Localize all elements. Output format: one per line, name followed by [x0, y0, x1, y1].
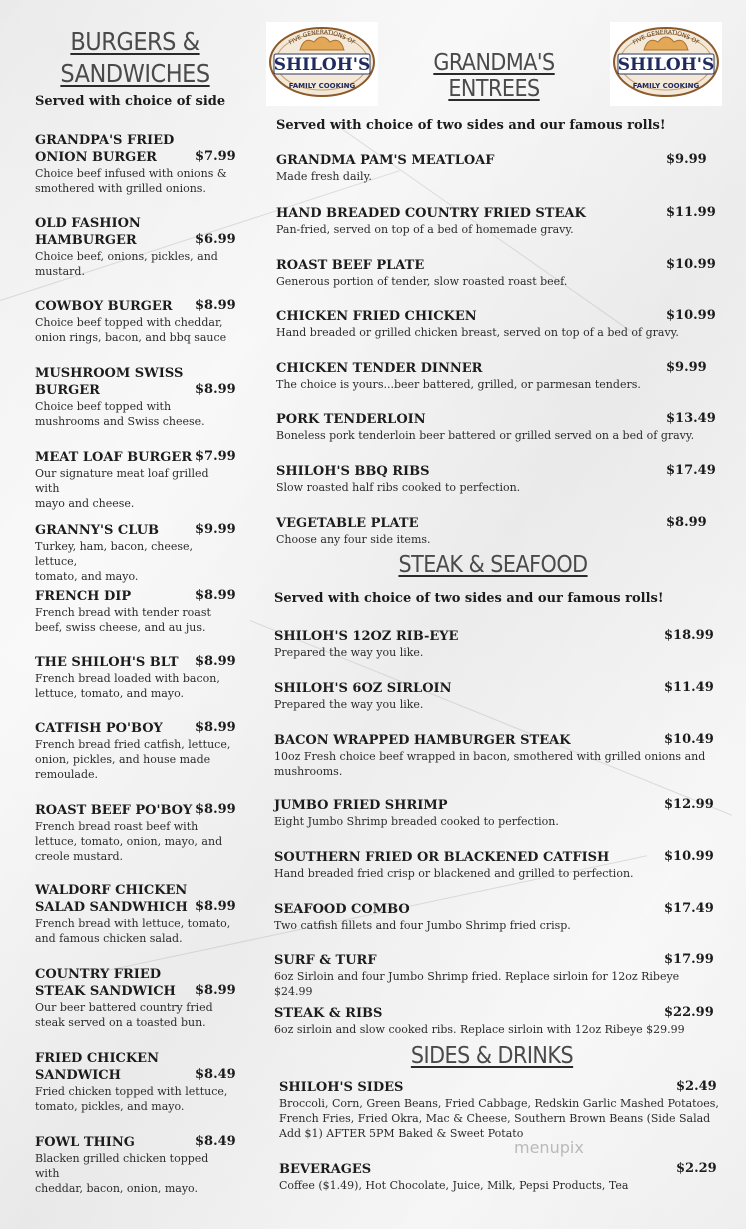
item-description: lettuce, tomato, onion, mayo, and: [35, 835, 223, 848]
item-description: Fried chicken topped with lettuce,: [35, 1085, 228, 1098]
item-description: 6oz sirloin and slow cooked ribs. Replace sirloin with 12oz Ribeye $29.99: [274, 1023, 685, 1036]
item-description: tomato, pickles, and mayo.: [35, 1100, 185, 1113]
item-description: mustard.: [35, 265, 85, 278]
burger-item: [35, 132, 235, 196]
entrees-section-title: GRANDMA'S ENTREES: [433, 50, 555, 102]
item-name: BACON WRAPPED HAMBURGER STEAK: [274, 733, 571, 748]
item-name-line1: MUSHROOM SWISS: [35, 366, 184, 381]
burger-item: [35, 365, 235, 429]
item-price: $8.99: [195, 588, 236, 603]
burger-item: [35, 522, 235, 584]
item-description: remoulade.: [35, 768, 99, 781]
logo-arc-bottom: FAMILY COOKING: [288, 82, 356, 90]
item-price: $8.99: [195, 802, 236, 817]
steak-item: [274, 680, 714, 712]
item-price: $18.99: [664, 628, 714, 643]
entrees-item: [276, 257, 716, 289]
item-name-line2: SALAD SANDWHICH: [35, 900, 188, 915]
item-price: $10.99: [664, 849, 714, 864]
logo-arc-bottom: FAMILY COOKING: [632, 82, 700, 90]
item-price: $7.99: [195, 149, 236, 164]
item-description: onion, pickles, and house made: [35, 753, 211, 766]
item-name: SHILOH'S 12OZ RIB-EYE: [274, 629, 459, 644]
item-description: Prepared the way you like.: [274, 698, 424, 711]
burgers-title-line2: SANDWICHES: [60, 59, 210, 88]
item-name: PORK TENDERLOIN: [276, 412, 426, 427]
steak-item: [274, 1005, 714, 1037]
item-price: $11.49: [664, 680, 714, 695]
burger-item: [35, 449, 235, 511]
item-description: Prepared the way you like.: [274, 646, 424, 659]
item-name: SHILOH'S BBQ RIBS: [276, 464, 430, 479]
item-price: $9.99: [195, 522, 236, 537]
item-price: $8.99: [195, 382, 236, 397]
item-price: $9.99: [666, 360, 707, 375]
item-name: SHILOH'S SIDES: [279, 1080, 404, 1095]
steak-item: [274, 732, 714, 779]
item-description: Blacken grilled chicken topped with: [35, 1152, 209, 1180]
item-description: French Fries, Fried Okra, Mac & Cheese, Southern Brown Beans (Side Salad: [279, 1112, 711, 1125]
item-price: $8.99: [195, 983, 236, 998]
item-description: mushrooms.: [274, 765, 343, 778]
steak-section-title: STEAK & SEAFOOD: [398, 552, 588, 578]
item-description: Choose any four side items.: [276, 533, 431, 546]
item-price: $9.99: [666, 152, 707, 167]
item-price: $6.99: [195, 232, 236, 247]
item-price: $17.99: [664, 952, 714, 967]
logo-arc-top: FIVE GENERATIONS OF: [287, 28, 357, 47]
item-name: SOUTHERN FRIED OR BLACKENED CATFISH: [274, 850, 610, 865]
item-description: Hand breaded fried crisp or blackened and grilled to perfection.: [274, 867, 634, 880]
item-description: French bread roast beef with: [35, 820, 199, 833]
item-description: Our signature meat loaf grilled with: [35, 467, 209, 495]
burger-item: [35, 720, 235, 782]
burger-item: [35, 882, 235, 946]
item-description: French bread with tender roast: [35, 606, 211, 619]
item-name-line1: GRANNY'S CLUB: [35, 523, 160, 538]
item-description: 10oz Fresh choice beef wrapped in bacon, smothered with grilled onions and: [274, 750, 706, 763]
item-name: SEAFOOD COMBO: [274, 902, 410, 917]
item-price: $8.49: [195, 1067, 236, 1082]
burger-item: [35, 1050, 235, 1114]
item-price: $8.99: [195, 899, 236, 914]
shilohs-logo-right: [610, 22, 722, 106]
item-description: Broccoli, Corn, Green Beans, Fried Cabbage, Redskin Garlic Mashed Potatoes,: [279, 1097, 719, 1110]
item-price: $8.99: [195, 654, 236, 669]
item-name: SHILOH'S 6OZ SIRLOIN: [274, 681, 452, 696]
item-name-line1: THE SHILOH'S BLT: [35, 655, 179, 670]
item-name-line1: FRIED CHICKEN: [35, 1051, 159, 1066]
item-name-line1: COWBOY BURGER: [35, 299, 173, 314]
item-price: $17.49: [664, 901, 714, 916]
sides-section-title: SIDES & DRINKS: [410, 1043, 574, 1069]
item-name-line2: STEAK SANDWICH: [35, 984, 176, 999]
logo-name: SHILOH'S: [617, 55, 715, 75]
entrees-item: [276, 360, 716, 392]
item-description: Choice beef, onions, pickles, and: [35, 250, 218, 263]
item-description: Boneless pork tenderloin beer battered or grilled served on a bed of gravy.: [276, 429, 695, 442]
item-name-line1: CATFISH PO'BOY: [35, 721, 163, 736]
burger-item: [35, 802, 235, 864]
item-description: French bread fried catfish, lettuce,: [35, 738, 231, 751]
item-name-line1: WALDORF CHICKEN: [35, 883, 188, 898]
steak-item: [274, 628, 714, 660]
entrees-note: Served with choice of two sides and our famous rolls!: [276, 118, 666, 133]
item-name: CHICKEN TENDER DINNER: [276, 361, 483, 376]
burgers-section-title: [40, 26, 230, 90]
item-description: Our beer battered country fried: [35, 1001, 213, 1014]
item-price: $13.49: [666, 411, 716, 426]
item-name-line1: MEAT LOAF BURGER: [35, 450, 193, 465]
item-name: JUMBO FRIED SHRIMP: [274, 798, 448, 813]
item-name: SURF & TURF: [274, 953, 377, 968]
item-name-line2: HAMBURGER: [35, 233, 137, 248]
item-price: $2.29: [676, 1161, 717, 1176]
steak-item: [274, 901, 714, 933]
item-description: Coffee ($1.49), Hot Chocolate, Juice, Milk, Pepsi Products, Tea: [279, 1179, 629, 1192]
item-name-line1: ROAST BEEF PO'BOY: [35, 803, 193, 818]
item-name-line1: COUNTRY FRIED: [35, 967, 162, 982]
item-description: steak served on a toasted bun.: [35, 1016, 206, 1029]
item-price: $2.49: [676, 1079, 717, 1094]
burger-item: [35, 1134, 235, 1196]
burger-item: [35, 654, 235, 701]
watermark: menupix: [514, 1138, 584, 1157]
entrees-item: [276, 411, 716, 443]
item-description: onion rings, bacon, and bbq sauce: [35, 331, 227, 344]
item-description: Hand breaded or grilled chicken breast, served on top of a bed of gravy.: [276, 326, 679, 339]
logo-name: SHILOH'S: [273, 55, 371, 75]
item-name-line1: OLD FASHION: [35, 216, 141, 231]
entrees-item: [276, 463, 716, 495]
item-name-line1: FOWL THING: [35, 1135, 135, 1150]
item-description: French bread loaded with bacon,: [35, 672, 220, 685]
entrees-item: [276, 308, 716, 340]
steak-note: Served with choice of two sides and our famous rolls!: [274, 591, 664, 606]
item-description: Two catfish fillets and four Jumbo Shrimp fried crisp.: [274, 919, 571, 932]
item-price: $8.99: [195, 720, 236, 735]
steak-item: [274, 952, 714, 999]
item-price: $11.99: [666, 205, 716, 220]
item-description: Generous portion of tender, slow roasted roast beef.: [276, 275, 568, 288]
steak-item: [274, 797, 714, 829]
item-name: GRANDMA PAM'S MEATLOAF: [276, 153, 495, 168]
item-description: Slow roasted half ribs cooked to perfection.: [276, 481, 521, 494]
item-price: $10.49: [664, 732, 714, 747]
item-name-line2: BURGER: [35, 383, 100, 398]
item-price: $17.49: [666, 463, 716, 478]
burger-item: [35, 966, 235, 1030]
item-name: ROAST BEEF PLATE: [276, 258, 425, 273]
item-name: BEVERAGES: [279, 1162, 372, 1177]
item-price: $8.99: [195, 298, 236, 313]
entrees-item: [276, 515, 716, 547]
burgers-note: Served with choice of side: [35, 94, 226, 109]
item-description: creole mustard.: [35, 850, 124, 863]
item-price: $10.99: [666, 257, 716, 272]
item-name: HAND BREADED COUNTRY FRIED STEAK: [276, 206, 586, 221]
item-price: $10.99: [666, 308, 716, 323]
item-name: CHICKEN FRIED CHICKEN: [276, 309, 477, 324]
item-name-line2: ONION BURGER: [35, 150, 157, 165]
item-description: and famous chicken salad.: [35, 932, 183, 945]
item-description: tomato, and mayo.: [35, 570, 139, 583]
item-description: mayo and cheese.: [35, 497, 135, 510]
item-name-line1: GRANDPA'S FRIED: [35, 133, 175, 148]
item-description: Choice beef topped with: [35, 400, 172, 413]
shilohs-logo-left: [266, 22, 378, 106]
item-description: cheddar, bacon, onion, mayo.: [35, 1182, 198, 1195]
item-description: mushrooms and Swiss cheese.: [35, 415, 205, 428]
item-name-line1: FRENCH DIP: [35, 589, 132, 604]
item-description: Add $1) AFTER 5PM Baked & Sweet Potato: [279, 1127, 524, 1140]
burger-item: [35, 588, 235, 635]
item-description: beef, swiss cheese, and au jus.: [35, 621, 206, 634]
item-description: Eight Jumbo Shrimp breaded cooked to perfection.: [274, 815, 559, 828]
item-description: Choice beef topped with cheddar,: [35, 316, 223, 329]
item-description: The choice is yours...beer battered, grilled, or parmesan tenders.: [276, 378, 641, 391]
item-description: French bread with lettuce, tomato,: [35, 917, 231, 930]
entrees-item: [276, 152, 716, 184]
sides-item: [279, 1161, 719, 1193]
item-description: Pan-fried, served on top of a bed of homemade gravy.: [276, 223, 574, 236]
item-price: $22.99: [664, 1005, 714, 1020]
item-description: lettuce, tomato, and mayo.: [35, 687, 184, 700]
item-description: Choice beef infused with onions &: [35, 167, 227, 180]
sides-item: [279, 1079, 719, 1141]
burger-item: [35, 298, 235, 345]
item-description: smothered with grilled onions.: [35, 182, 206, 195]
steak-item: [274, 849, 714, 881]
entrees-item: [276, 205, 716, 237]
item-price: $8.99: [666, 515, 707, 530]
item-name: STEAK & RIBS: [274, 1006, 383, 1021]
item-price: $7.99: [195, 449, 236, 464]
logo-arc-top: FIVE GENERATIONS OF: [631, 28, 701, 47]
item-description: 6oz Sirloin and four Jumbo Shrimp fried. Replace sirloin for 12oz Ribeye $24.99: [274, 970, 680, 998]
item-price: $12.99: [664, 797, 714, 812]
burger-item: [35, 215, 235, 279]
item-price: $8.49: [195, 1134, 236, 1149]
item-description: Turkey, ham, bacon, cheese, lettuce,: [35, 540, 194, 568]
item-name: VEGETABLE PLATE: [276, 516, 419, 531]
burgers-title-line1: BURGERS &: [70, 27, 200, 56]
item-name-line2: SANDWICH: [35, 1068, 121, 1083]
item-description: Made fresh daily.: [276, 170, 372, 183]
